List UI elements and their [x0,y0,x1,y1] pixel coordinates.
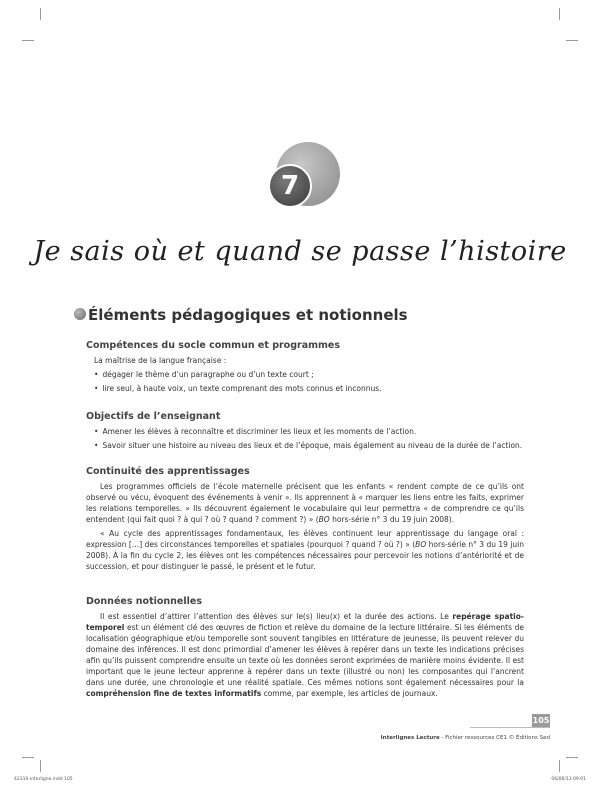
print-slug-date: 06/06/13 09:01 [551,777,586,782]
competences-intro: La maîtrise de la langue française : [94,356,227,365]
crop-mark [22,757,34,758]
page-number: 105 [532,714,550,728]
continuite-block [86,466,524,572]
list-item: • lire seul, à haute voix, un texte comprenant des mots connus et inconnus. [94,384,382,393]
crop-mark [559,8,560,20]
donnees-block [86,596,524,699]
continuite-paragraph-1: Les programmes officiels de l’école maternelle précisent que les enfants « rendent compte de ce qu’ils ont observé ou vécu, évoquent des événements à venir ». Ils apprennent à « marquer les liens entre les faits, exprimer les relations temporelles. » Ils découvrent également le vocabulaire qui leur permettra « de comprendre ce qu’ils entendent (qui fait quoi ? à qui ? où ? quand ? comment ?) » (BO hors-série n° 3 du 19 juin 2008). [86,482,524,524]
footer-divider [470,727,550,728]
objectifs-heading: Objectifs de l’enseignant [86,411,221,422]
print-slug-file: 42310-interligne.indd 105 [14,777,73,782]
objectifs-block [86,411,524,454]
competences-heading: Compétences du socle commun et programmes [86,340,340,351]
chapter-number: 7 [268,164,312,208]
continuite-paragraph-2: « Au cycle des apprentissages fondamentaux, les élèves continuent leur apprentissage du langage oral : expression […] des circonstances temporelles et spatiales (pourquoi ? quand ? où ?) » (BO hors-série n° 3 du 19 juin 2008). À la fin du cycle 2, les élèves ont les compétences nécessaires pour percevoir les notions d’antériorité et de succession, et pour distinguer le passé, le présent et le futur. [86,529,525,571]
list-item: • dégager le thème d’un paragraphe ou d’un texte court ; [94,370,314,379]
footer-credit: Interlignes Lecture - Fichier ressources CE1 © Éditions Sed [380,735,550,741]
competences-block [86,340,524,397]
crop-mark [566,40,578,41]
list-item: • Savoir situer une histoire au niveau des lieux et de l’époque, mais également au niveau de la durée de l’action. [94,441,523,450]
section-bullet-icon [74,308,86,320]
list-item: • Amener les élèves à reconnaître et discriminer les lieux et les moments de l’action. [94,427,417,436]
chapter-badge [268,142,340,214]
crop-mark [566,757,578,758]
continuite-heading: Continuité des apprentissages [86,466,250,477]
crop-mark [559,760,560,772]
donnees-paragraph: Il est essentiel d’attirer l’attention des élèves sur le(s) lieu(x) et la durée des actions. Le repérage spatio-temporel est un élément clé des œuvres de fiction et relève du domaine de la lecture littéraire. Si les éléments de localisation géographique et/ou temporelle sont souvent tangibles en littérature de jeunesse, ils peuvent relever du domaine des inférences. Il est donc primordial d’amener les élèves à repérer dans un texte les indications précises afin qu’ils puissent comprendre ensuite un texte où les données seront exprimées de manière moins évidente. Il est important que le jeune lecteur apprenne à repérer dans un texte (illustré ou non) les composantes qui l’ancrent dans une durée, une chronologie et une réalité spatiale. Ces mêmes notions sont également nécessaires pour la compréhension fine de textes informatifs comme, par exemple, les articles de journaux. [86,612,524,698]
crop-mark [40,8,41,20]
donnees-heading: Données notionnelles [86,596,202,607]
crop-mark [40,760,41,772]
crop-mark [22,40,34,41]
section-title: Éléments pédagogiques et notionnels [88,306,408,324]
chapter-title: Je sais où et quand se passe l’histoire [33,236,567,267]
